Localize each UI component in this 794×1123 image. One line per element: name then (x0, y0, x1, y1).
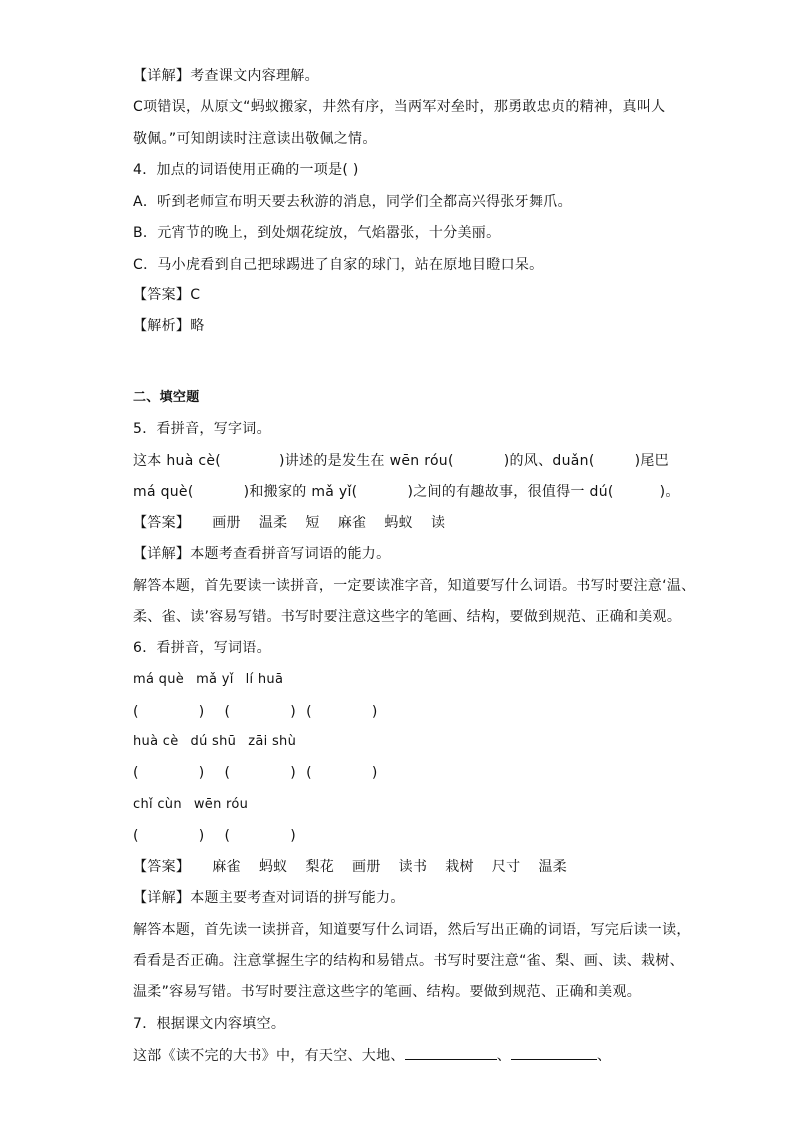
q4-option-a: A．听到老师宣布明天要去秋游的消息，同学们全都高兴得张牙舞爪。 (133, 194, 572, 210)
q7-blank[interactable] (405, 1045, 497, 1060)
q5-l1-c: )的风、duǎn( (503, 453, 595, 469)
q6-pinyin: má què (133, 672, 185, 687)
q6-detail: 【详解】本题主要考查对词语的拼写能力。 (133, 890, 405, 906)
q6-answer-label: 【答案】 (133, 859, 191, 875)
q6-pinyin: wēn róu (193, 797, 249, 812)
q5-l2-b: )和搬家的 mǎ yǐ( (243, 484, 358, 500)
q6-answer-word: 读书 (398, 859, 428, 875)
section-title: 二、填空题 (133, 390, 200, 405)
q6-bracket-row-2 (133, 763, 378, 783)
q4-analysis: 【解析】略 (133, 318, 205, 334)
q5-explain-line-1: 解答本题，首先要读一读拼音，一定要读准字音，知道要写什么词语。书写时要注意‘温、 (133, 578, 696, 594)
q6-pinyin-row-1 (133, 670, 283, 690)
q6-answer-word: 梨花 (305, 859, 335, 875)
bracket-close: ) (290, 828, 297, 844)
bracket-close: ) (371, 704, 378, 720)
q5-explain-line-2: 柔、雀、读’容易写错。书写时要注意这些字的笔画、结构，要做到规范、正确和美观。 (133, 609, 682, 625)
q6-pinyin: mǎ yǐ (196, 672, 234, 687)
bracket-close: ) (290, 704, 297, 720)
q5-answer-word: 读 (430, 515, 446, 531)
q7-end: 、 (597, 1048, 612, 1064)
bracket-close: ) (198, 828, 205, 844)
q4-answer: 【答案】C (133, 287, 201, 303)
bracket-open: ( (306, 704, 312, 720)
q6-explain-line-2: 看看是否正确。注意掌握生字的结构和易错点。书写时要注意“雀、梨、画、读、栽树、 (133, 953, 684, 969)
q4-option-c: C．马小虎看到自己把球踢进了自家的球门，站在原地目瞪口呆。 (133, 257, 544, 273)
q4-option-b: B．元宵节的晚上，到处烟花绽放，气焰嚣张，十分美丽。 (133, 225, 501, 241)
bracket-close: ) (198, 765, 205, 781)
q3-explain-line-2: 敬佩。”可知朗读时注意读出敬佩之情。 (133, 131, 377, 147)
q3-explain-line-1: C项错误，从原文“蚂蚁搬家，井然有序，当两军对垒时，那勇敢忠贞的精神，真叫人 (133, 99, 666, 115)
q7-blank[interactable] (511, 1045, 597, 1060)
q6-explain-line-3: 温柔”容易写错。书写时要注意这些字的笔画、结构。要做到规范、正确和美观。 (133, 984, 642, 1000)
q6-pinyin: chǐ cùn (133, 797, 182, 812)
q4-stem: 4．加点的词语使用正确的一项是( ) (133, 162, 359, 178)
q6-bracket-row-1 (133, 702, 378, 722)
bracket-open: ( (224, 704, 231, 720)
q6-pinyin-row-3 (133, 795, 248, 815)
q5-l1-d: )尾巴 (634, 453, 669, 469)
q5-answer-word: 麻雀 (337, 515, 367, 531)
bracket-open: ( (133, 704, 139, 720)
q7-text: 这部《读不完的大书》中，有天空、大地、 (133, 1048, 405, 1064)
q6-answer-word: 栽树 (445, 859, 474, 875)
q3-detail-label: 【详解】考查课文内容理解。 (133, 68, 319, 84)
q5-sentence-line-1 (133, 451, 669, 471)
q6-stem: 6．看拼音，写词语。 (133, 640, 271, 656)
q7-sep: 、 (496, 1048, 512, 1064)
bracket-open: ( (224, 765, 231, 781)
q5-stem: 5．看拼音，写字词。 (133, 421, 271, 437)
bracket-open: ( (306, 765, 312, 781)
q5-l2-a: má què( (133, 484, 194, 500)
q6-pinyin: zāi shù (248, 734, 297, 749)
q7-stem: 7．根据课文内容填空。 (133, 1016, 286, 1032)
q6-answer-word: 画册 (352, 859, 381, 875)
bracket-close: ) (198, 704, 205, 720)
q5-answer-label: 【答案】 (133, 515, 191, 531)
q6-answer-word: 麻雀 (212, 859, 241, 875)
q6-pinyin-row-2 (133, 732, 296, 752)
q5-answer-word: 蚂蚁 (384, 515, 413, 531)
q6-answer-word: 蚂蚁 (258, 859, 288, 875)
q7-fill-line (133, 1045, 611, 1066)
bracket-close: ) (290, 765, 297, 781)
q5-sentence-line-2 (133, 482, 680, 502)
q6-bracket-row-3 (133, 826, 296, 846)
q6-answer-word: 尺寸 (491, 859, 521, 875)
q6-pinyin: huà cè (133, 734, 179, 749)
q6-answer-word: 温柔 (538, 859, 568, 875)
q5-answer-word: 画册 (212, 515, 241, 531)
bracket-open: ( (133, 765, 139, 781)
q5-l2-c: )之间的有趣故事，很值得一 dú( (407, 484, 614, 500)
q5-l1-a: 这本 huà cè( (133, 453, 221, 469)
bracket-close: ) (371, 765, 378, 781)
q5-answer-row (133, 513, 463, 533)
q5-detail: 【详解】本题考查看拼音写词语的能力。 (133, 546, 391, 562)
q5-l2-d: )。 (659, 484, 680, 500)
q6-explain-line-1: 解答本题，首先读一读拼音，知道要写什么词语，然后写出正确的词语，写完后读一读， (133, 922, 691, 938)
q5-answer-word: 短 (305, 515, 320, 531)
q6-pinyin: lí huā (245, 672, 284, 687)
q6-pinyin: dú shū (190, 734, 237, 749)
q5-answer-word: 温柔 (258, 515, 288, 531)
q6-answer-row (133, 857, 585, 877)
q5-l1-b: )讲述的是发生在 wēn róu( (279, 453, 454, 469)
bracket-open: ( (133, 828, 139, 844)
bracket-open: ( (224, 828, 231, 844)
